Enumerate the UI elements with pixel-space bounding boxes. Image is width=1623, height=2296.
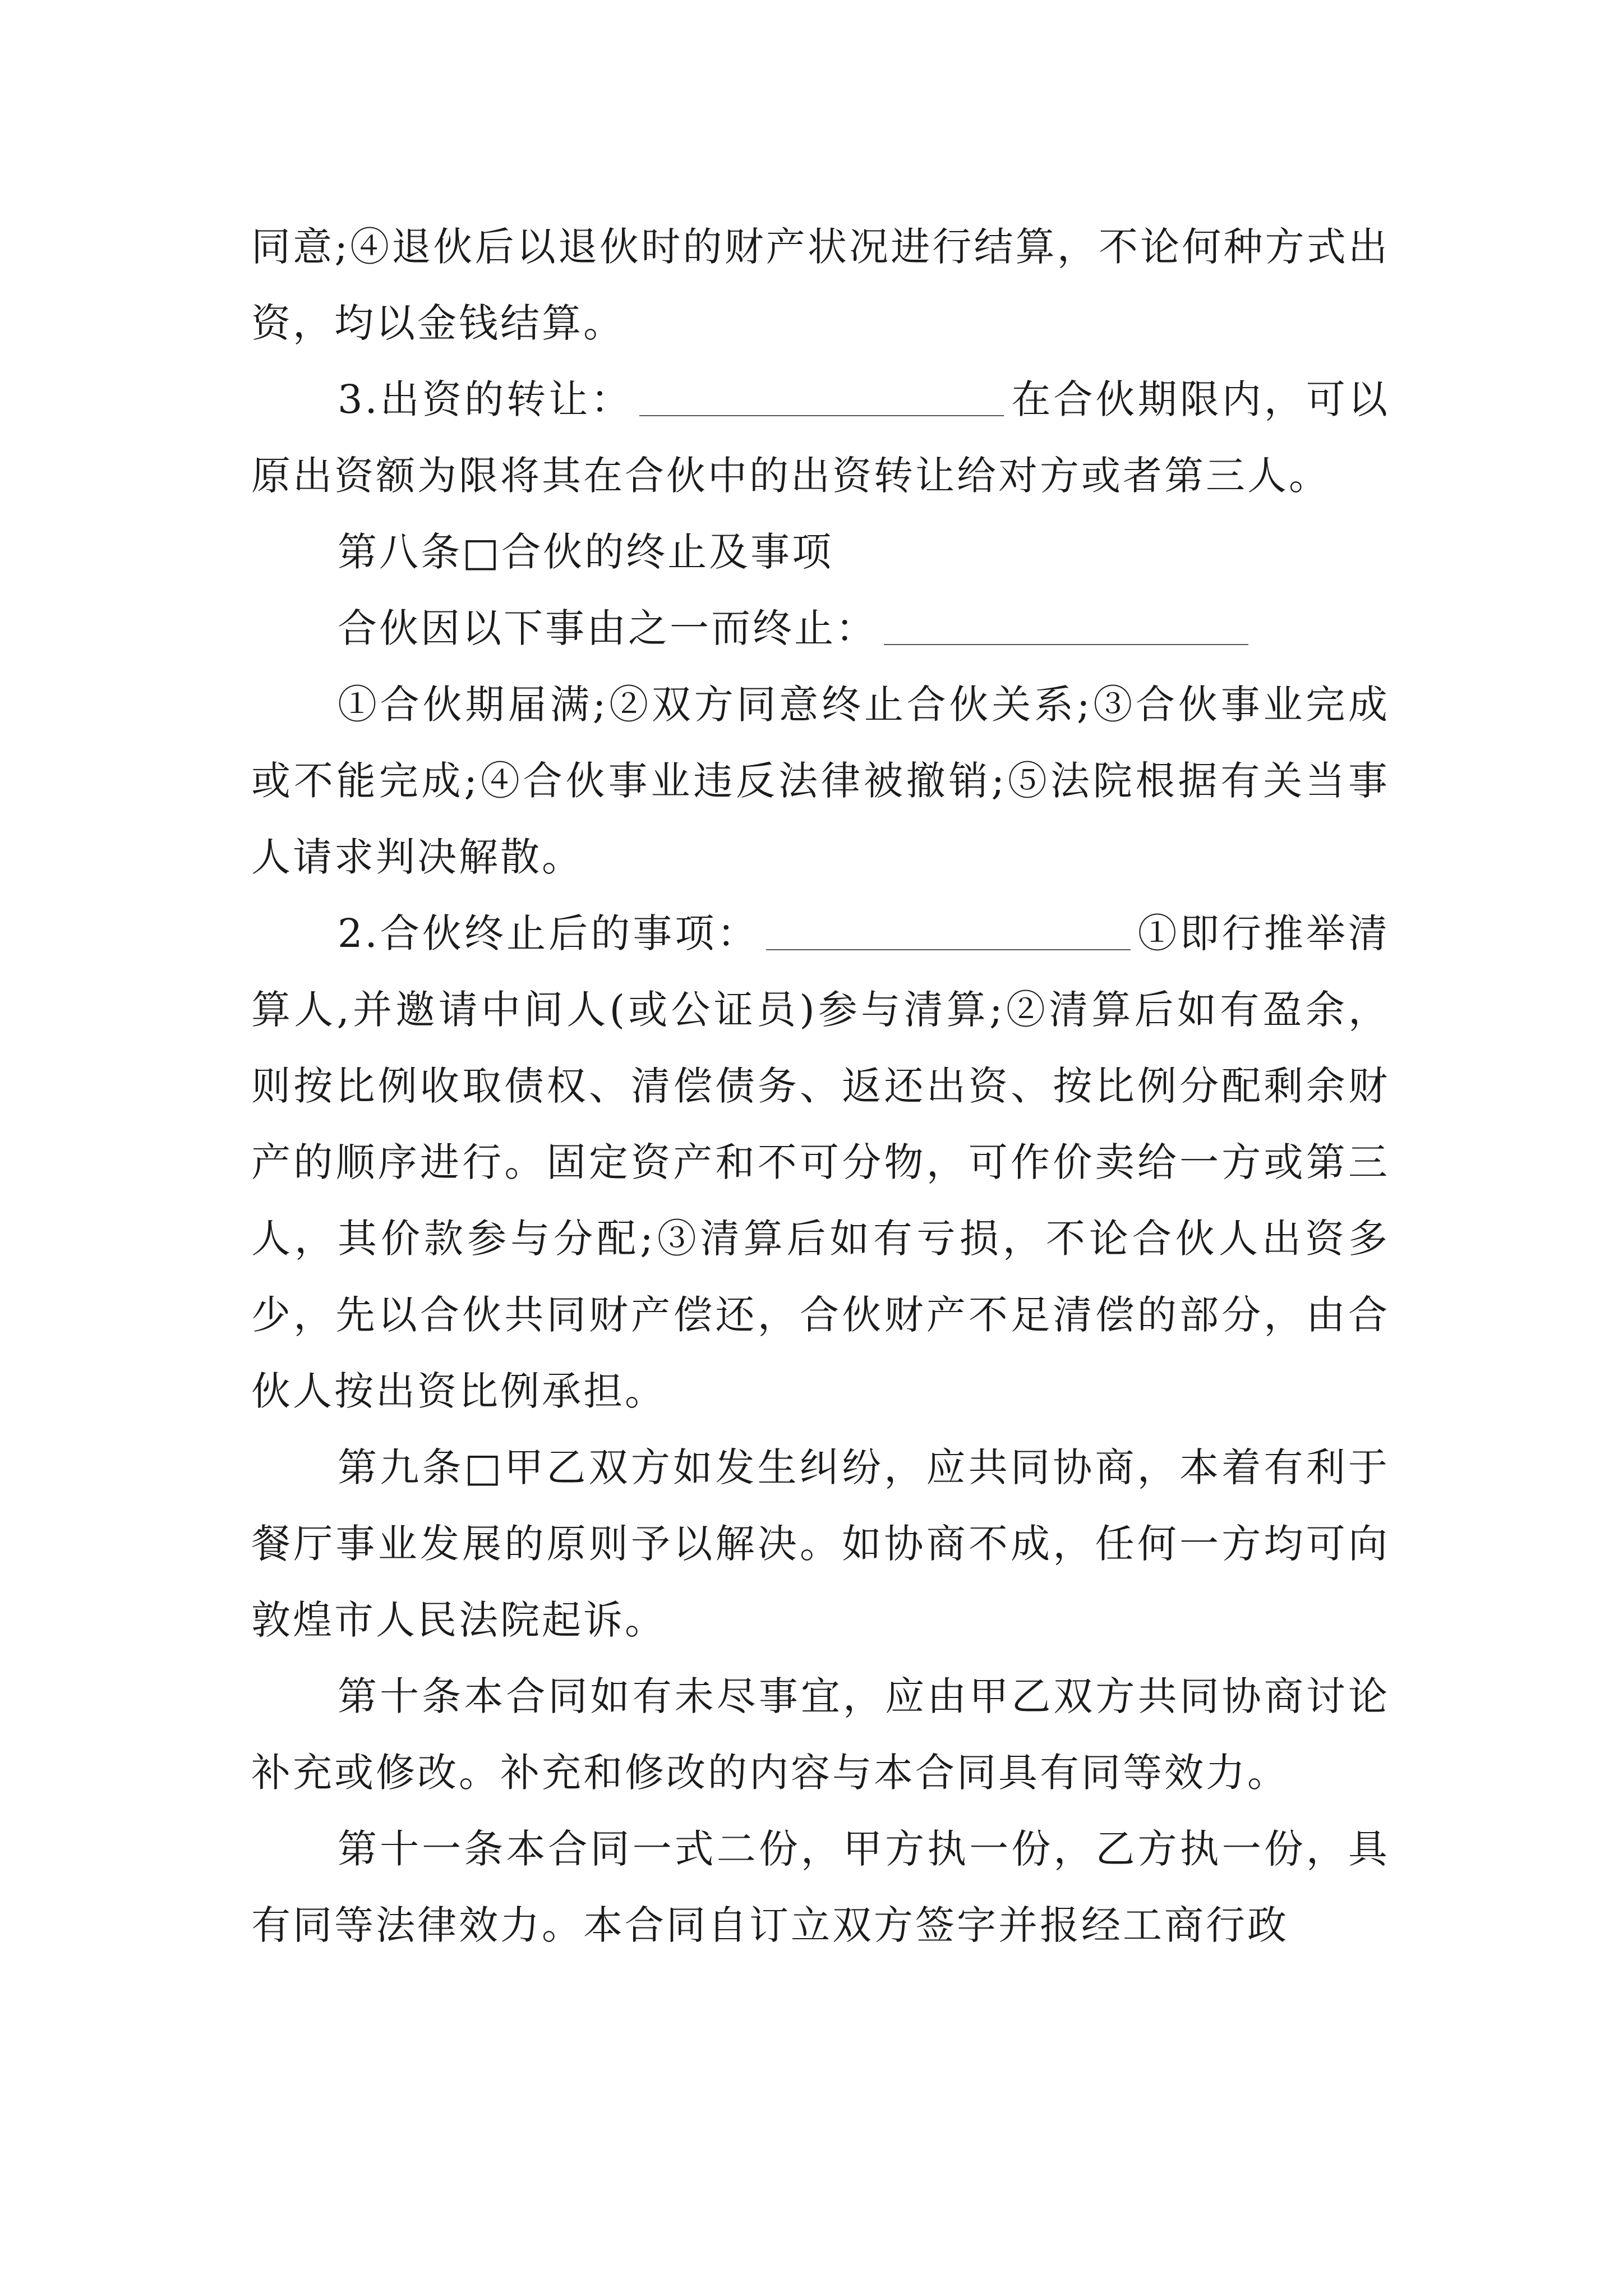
article-10-amendments xyxy=(251,1658,1390,1811)
paragraph-post-termination xyxy=(251,895,1390,1429)
clause-label: 合伙因以下事由之一而终止： xyxy=(338,605,877,651)
paragraph-termination-causes xyxy=(251,590,1390,666)
article-11-copies xyxy=(251,1811,1390,1963)
paragraph-settlement-continued xyxy=(251,209,1390,361)
paragraph-text: 同意;④退伙后以退伙时的财产状况进行结算，不论何种方式出资，均以金钱结算。 xyxy=(251,224,1390,346)
article-8-heading xyxy=(251,514,1390,590)
paragraph-text: 在合伙期限内，可以原出资额为限将其在合伙中的出资转让给对方或者第三人。 xyxy=(251,376,1390,499)
paragraph-text: 第九条□甲乙双方如发生纠纷，应共同协商，本着有利于餐厅事业发展的原则予以解决。如协商不成，任何一方均可向敦煌市人民法院起诉。 xyxy=(251,1444,1390,1643)
paragraph-text: ①合伙期届满;②双方同意终止合伙关系;③合伙事业完成或不能完成;④合伙事业违反法律被撤销;⑤法院根据有关当事人请求判决解散。 xyxy=(251,682,1390,880)
fill-in-blank xyxy=(766,910,1131,950)
paragraph-text: 第十一条本合同一式二份，甲方执一份，乙方执一份，具有同等法律效力。本合同自订立双方签字并报经工商行政 xyxy=(251,1826,1390,1948)
fill-in-blank xyxy=(639,376,1004,416)
paragraph-text: ①即行推举清算人,并邀请中间人(或公证员)参与清算;②清算后如有盈余，则按比例收取债权、清偿债务、返还出资、按比例分配剩余财产的顺序进行。固定资产和不可分物，可作价卖给一方或第三人，其价款参与分配;③清算后如有亏损，不论合伙人出资多少，先以合伙共同财产偿还，合伙财产不足清偿的部分，由合伙人按出资比例承担。 xyxy=(251,910,1390,1414)
paragraph-text: 第十条本合同如有未尽事宜，应由甲乙双方共同协商讨论补充或修改。补充和修改的内容与本合同具有同等效力。 xyxy=(251,1673,1390,1796)
fill-in-blank xyxy=(884,605,1248,645)
clause-label: 3.出资的转让： xyxy=(338,376,633,422)
paragraph-termination-list xyxy=(251,666,1390,895)
clause-label: 2.合伙终止后的事项： xyxy=(338,910,759,956)
article-9-disputes xyxy=(251,1429,1390,1658)
document-body xyxy=(251,209,1390,1963)
heading-text: 第八条□合伙的终止及事项 xyxy=(338,529,834,575)
paragraph-capital-transfer xyxy=(251,361,1390,514)
